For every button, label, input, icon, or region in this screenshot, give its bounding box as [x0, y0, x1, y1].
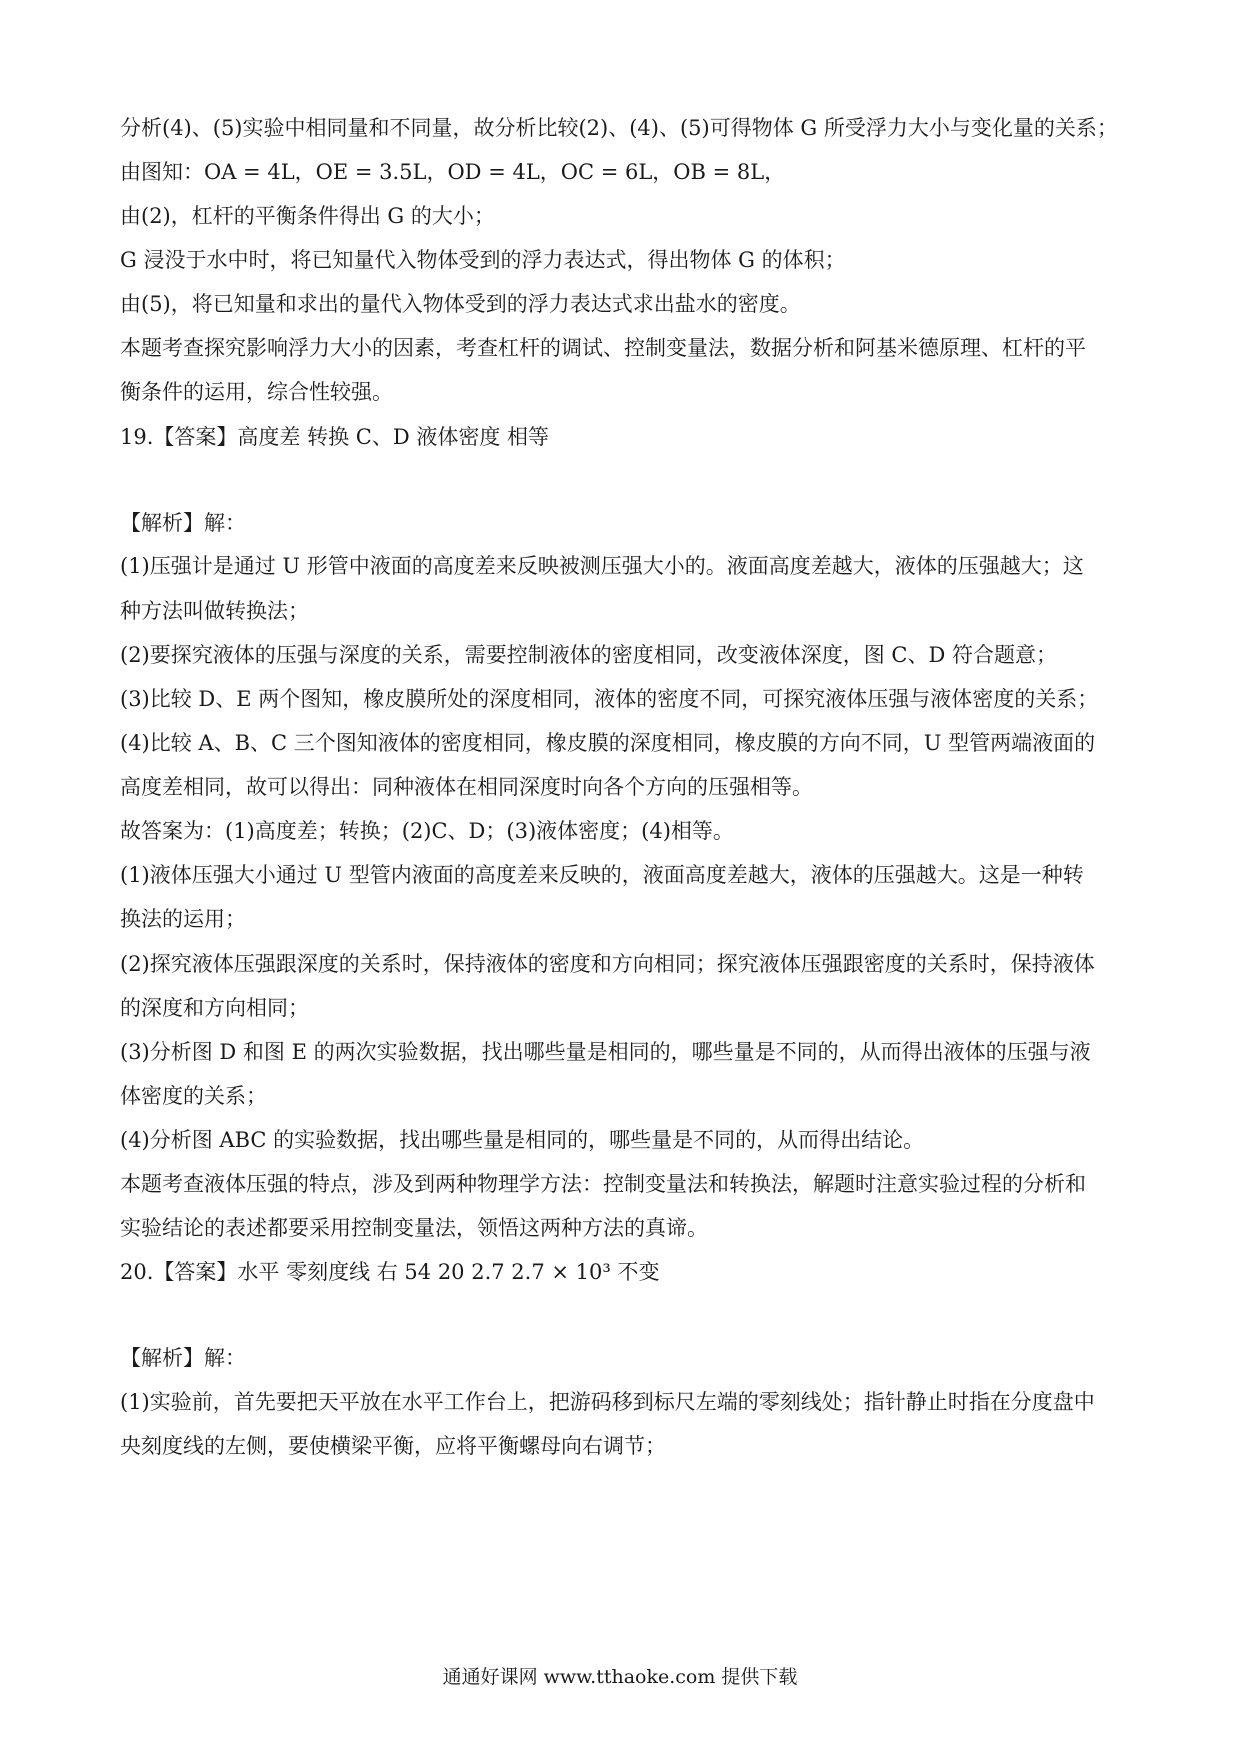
- text-line: (1)液体压强大小通过 U 型管内液面的高度差来反映的，液面高度差越大，液体的压强越大。这是一种转: [120, 863, 1084, 887]
- answer-heading-20: 20.【答案】水平 零刻度线 右 54 20 2.7 2.7 × 10³ 不变: [120, 1260, 660, 1284]
- text-line: 本题考查液体压强的特点，涉及到两种物理学方法：控制变量法和转换法，解题时注意实验过程的分析和: [120, 1172, 1086, 1196]
- text-line: 衡条件的运用，综合性较强。: [120, 380, 393, 404]
- page-footer: 通通好课网 www.tthaoke.com 提供下载: [442, 1666, 798, 1688]
- text-line: G 浸没于水中时，将已知量代入物体受到的浮力表达式，得出物体 G 的体积；: [120, 248, 846, 272]
- analysis-heading-19: 【解析】解：: [120, 511, 246, 535]
- text-line: 实验结论的表述都要采用控制变量法，领悟这两种方法的真谛。: [120, 1216, 708, 1240]
- answer-heading-19: 19.【答案】高度差 转换 C、D 液体密度 相等: [120, 425, 550, 449]
- text-line: 种方法叫做转换法；: [120, 599, 309, 623]
- text-line: (2)探究液体压强跟深度的关系时，保持液体的密度和方向相同；探究液体压强跟密度的关系时，保持液体: [120, 952, 1095, 976]
- text-line: 由图知：OA = 4L，OE = 3.5L，OD = 4L，OC = 6L，OB = 8L，: [120, 160, 786, 184]
- text-line: 分析(4)、(5)实验中相同量和不同量，故分析比较(2)、(4)、(5)可得物体 G 所受浮力大小与变化量的关系；: [120, 116, 1118, 140]
- analysis-heading-20: 【解析】解：: [120, 1346, 246, 1370]
- text-line: 换法的运用；: [120, 907, 246, 931]
- text-line: 体密度的关系；: [120, 1084, 267, 1108]
- text-line: 故答案为：(1)高度差；转换；(2)C、D；(3)液体密度；(4)相等。: [120, 819, 734, 843]
- text-line: (3)比较 D、E 两个图知，橡皮膜所处的深度相同，液体的密度不同，可探究液体压强与液体密度的关系；: [120, 687, 1099, 711]
- text-line: (1)压强计是通过 U 形管中液面的高度差来反映被测压强大小的。液面高度差越大，液体的压强越大；这: [120, 554, 1084, 578]
- text-line: (1)实验前，首先要把天平放在水平工作台上，把游码移到标尺左端的零刻线处；指针静止时指在分度盘中: [120, 1390, 1095, 1414]
- text-line: 由(5)，将已知量和求出的量代入物体受到的浮力表达式求出盐水的密度。: [120, 292, 801, 316]
- text-line: 由(2)，杠杆的平衡条件得出 G 的大小；: [120, 204, 495, 228]
- text-line: 的深度和方向相同；: [120, 996, 309, 1020]
- text-line: 本题考查探究影响浮力大小的因素，考查杠杆的调试、控制变量法，数据分析和阿基米德原理、杠杆的平: [120, 336, 1086, 360]
- text-line: 央刻度线的左侧，要使横梁平衡，应将平衡螺母向右调节；: [120, 1434, 666, 1458]
- text-line: (4)比较 A、B、C 三个图知液体的密度相同，橡皮膜的深度相同，橡皮膜的方向不同，U 型管两端液面的: [120, 731, 1096, 755]
- text-line: (4)分析图 ABC 的实验数据，找出哪些量是相同的，哪些量是不同的，从而得出结论。: [120, 1128, 925, 1152]
- text-line: 高度差相同，故可以得出：同种液体在相同深度时向各个方向的压强相等。: [120, 775, 813, 799]
- text-line: (3)分析图 D 和图 E 的两次实验数据，找出哪些量是相同的，哪些量是不同的，从而得出液体的压强与液: [120, 1040, 1091, 1064]
- text-line: (2)要探究液体的压强与深度的关系，需要控制液体的密度相同，改变液体深度，图 C、D 符合题意；: [120, 643, 1057, 667]
